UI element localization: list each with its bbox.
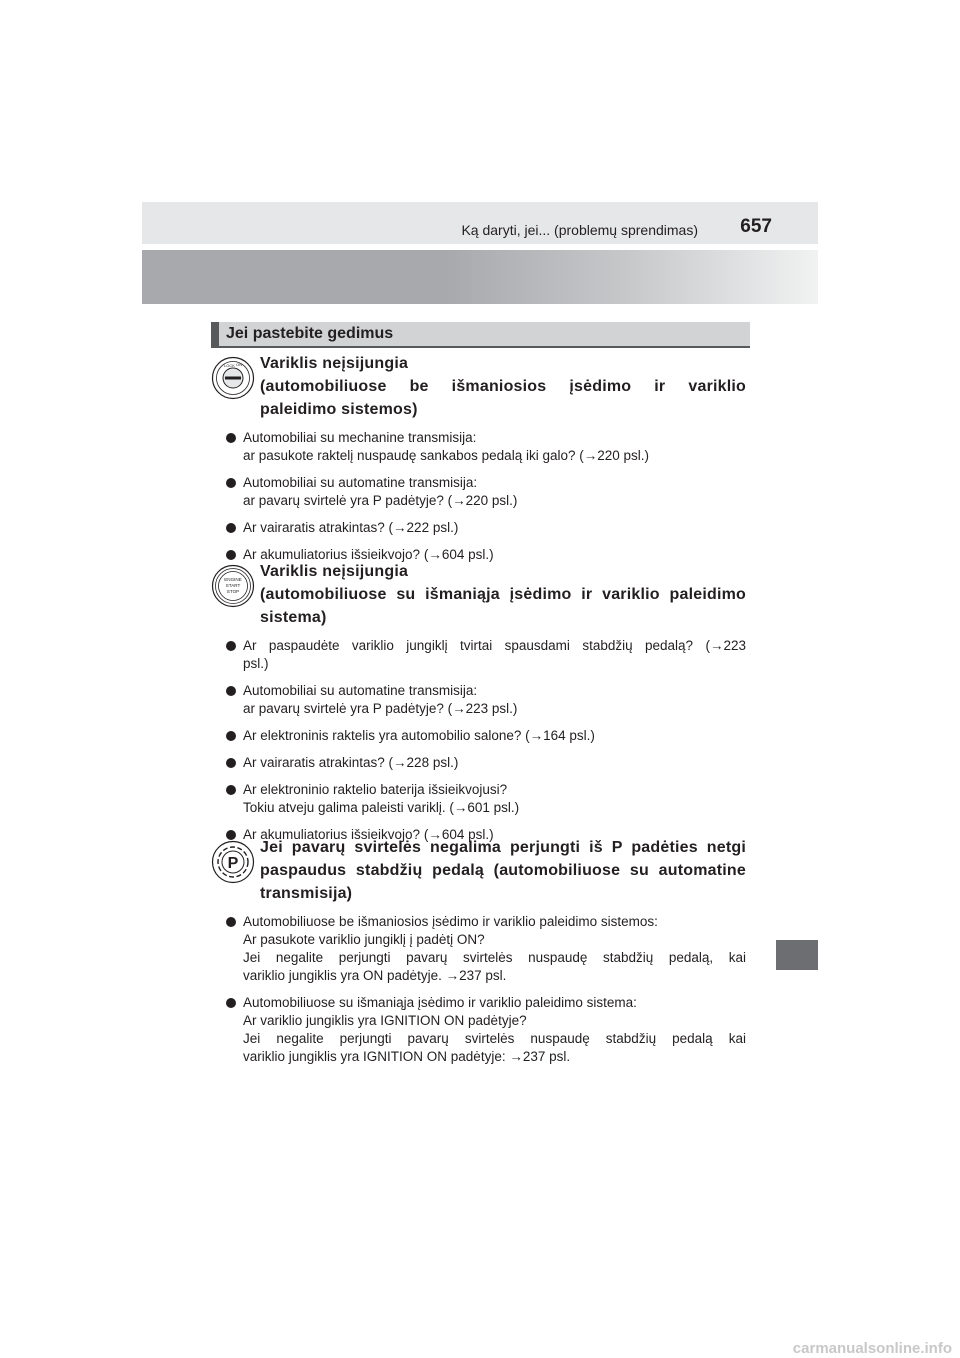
item-line: Tokiu atveju galima paleisti variklį. (→601 psl.) xyxy=(243,800,520,815)
item-line: Ar pasukote variklio jungiklį į padėtį ON? xyxy=(243,932,485,947)
list-item xyxy=(211,474,746,510)
topic-title xyxy=(260,836,746,905)
list-item xyxy=(211,913,746,985)
topic-title xyxy=(260,352,746,421)
list-item xyxy=(211,519,746,537)
bullet-icon xyxy=(226,523,236,533)
bullet-icon xyxy=(226,641,236,651)
icon-text: START xyxy=(225,583,241,588)
item-line: Automobiliai su automatine transmisija: xyxy=(243,475,478,490)
section-heading-accent xyxy=(211,322,219,346)
item-line: Automobiliuose su išmaniąja įsėdimo ir variklio paleidimo sistema: xyxy=(243,995,637,1010)
topic-title-line: (automobiliuose su išmaniąja įsėdimo ir variklio paleidimo xyxy=(260,586,746,603)
topic-items xyxy=(211,637,746,844)
item-line: ar pavarų svirtelė yra P padėtyje? (→220 psl.) xyxy=(243,493,518,508)
list-item xyxy=(211,637,746,673)
topic-title xyxy=(260,560,746,629)
topic-title-line: Variklis neįsijungia xyxy=(260,563,409,580)
topic-title-line: paleidimo sistemos) xyxy=(260,401,418,418)
bullet-icon xyxy=(226,478,236,488)
item-line: psl.) xyxy=(243,656,269,671)
item-line: Automobiliai su automatine transmisija: xyxy=(243,683,478,698)
topic-key-ignition xyxy=(211,352,746,573)
list-item xyxy=(211,727,746,745)
key-ignition-icon xyxy=(211,356,255,400)
topic-items xyxy=(211,913,746,1066)
header-title: Ką daryti, jei... (problemų sprendimas) xyxy=(461,222,698,238)
item-line: ar pasukote raktelį nuspaudę sankabos pedalą iki galo? (→220 psl.) xyxy=(243,448,650,463)
item-line: Jei negalite perjungti pavarų svirtelės nuspaudę stabdžių pedalą kai xyxy=(243,1031,746,1046)
list-item xyxy=(211,994,746,1066)
bullet-icon xyxy=(226,758,236,768)
bullet-icon xyxy=(226,550,236,560)
section-heading xyxy=(211,322,750,348)
page-header xyxy=(142,202,818,244)
item-line: Ar vairaratis atrakintas? (→228 psl.) xyxy=(243,755,459,770)
item-line: Automobiliai su mechanine transmisija: xyxy=(243,430,477,445)
item-line: variklio jungiklis yra ON padėtyje. →237 psl. xyxy=(243,968,507,983)
topic-title-line: sistema) xyxy=(260,609,327,626)
bullet-icon xyxy=(226,998,236,1008)
item-line: Ar paspaudėte variklio jungiklį tvirtai spausdami stabdžių pedalą? (→223 xyxy=(243,638,746,653)
bullet-icon xyxy=(226,917,236,927)
svg-text:LOCK: LOCK xyxy=(224,363,235,368)
topic-items xyxy=(211,429,746,564)
list-item xyxy=(211,754,746,772)
icon-text: STOP xyxy=(226,589,240,594)
icon-text: ENGINE xyxy=(224,577,242,582)
engine-start-stop-button-icon xyxy=(211,564,255,608)
item-line: Ar elektroninis raktelis yra automobilio salone? (→164 psl.) xyxy=(243,728,595,743)
topic-title-line: paspaudus stabdžių pedalą (automobiliuose su automatine xyxy=(260,862,746,879)
list-item xyxy=(211,682,746,718)
bullet-icon xyxy=(226,686,236,696)
chapter-side-tab xyxy=(776,940,818,970)
section-heading-text: Jei pastebite gedimus xyxy=(226,325,394,342)
topic-start-stop xyxy=(211,560,746,853)
item-line: Ar akumuliatorius išsieikvojo? (→604 psl.) xyxy=(243,827,494,842)
item-line: ar pavarų svirtelė yra P padėtyje? (→223 psl.) xyxy=(243,701,518,716)
watermark-text: carmanualsonline.info xyxy=(792,1340,952,1357)
svg-text:ON: ON xyxy=(236,362,242,367)
decorative-band xyxy=(142,250,818,304)
item-line: Ar akumuliatorius išsieikvojo? (→604 psl.) xyxy=(243,547,494,562)
icon-text: P xyxy=(227,855,239,872)
gear-p-icon xyxy=(211,840,255,884)
topic-shift-lever xyxy=(211,836,746,1075)
item-line: Jei negalite perjungti pavarų svirtelės nuspaudę stabdžių pedalą, kai xyxy=(243,950,746,965)
topic-title-line: Jei pavarų svirtelės negalima perjungti iš P padėties netgi xyxy=(260,839,746,856)
bullet-icon xyxy=(226,785,236,795)
bullet-icon xyxy=(226,731,236,741)
item-line: Automobiliuose be išmaniosios įsėdimo ir variklio paleidimo sistemos: xyxy=(243,914,658,929)
list-item xyxy=(211,429,746,465)
topic-title-line: transmisija) xyxy=(260,885,353,902)
page-number: 657 xyxy=(740,216,772,237)
list-item xyxy=(211,781,746,817)
item-line: Ar variklio jungiklis yra IGNITION ON padėtyje? xyxy=(243,1013,527,1028)
item-line: Ar vairaratis atrakintas? (→222 psl.) xyxy=(243,520,459,535)
item-line: variklio jungiklis yra IGNITION ON padėtyje: →237 psl. xyxy=(243,1049,571,1064)
bullet-icon xyxy=(226,433,236,443)
item-line: Ar elektroninio raktelio baterija išsieikvojusi? xyxy=(243,782,508,797)
topic-title-line: (automobiliuose be išmaniosios įsėdimo ir variklio xyxy=(260,378,746,395)
topic-title-line: Variklis neįsijungia xyxy=(260,355,409,372)
